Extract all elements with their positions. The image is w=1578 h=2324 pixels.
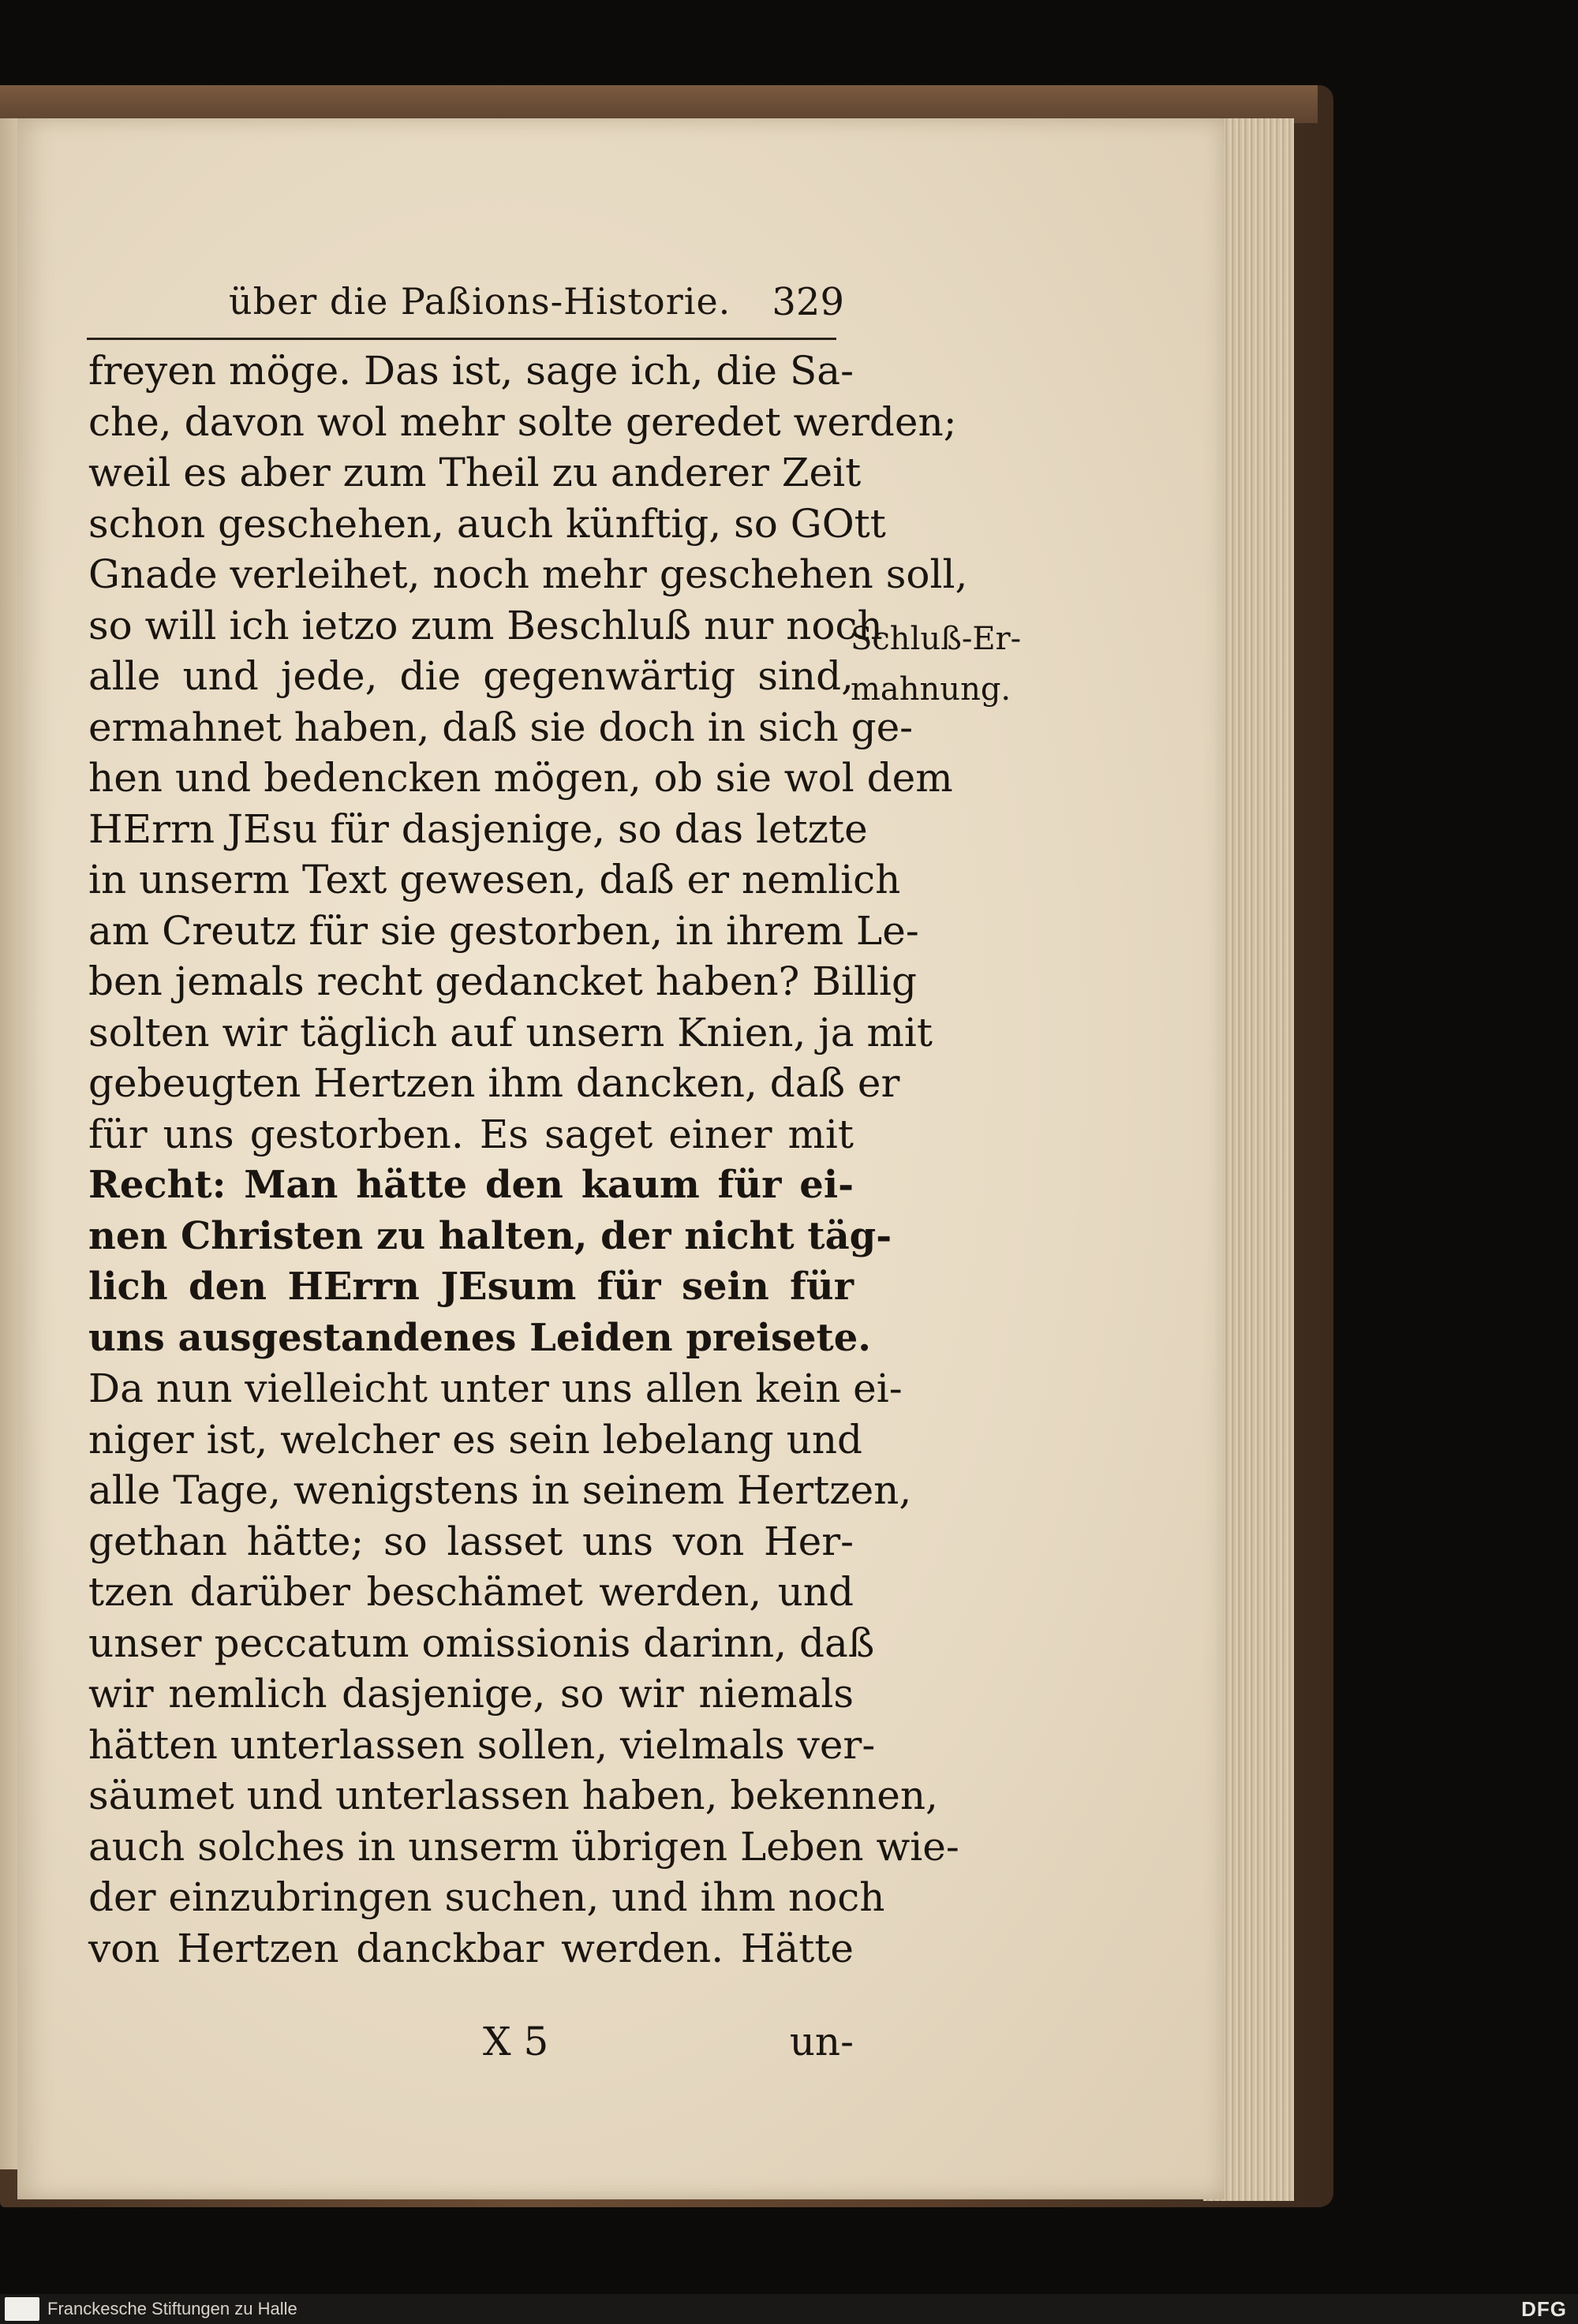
text-line: niger ist, welcher es sein lebelang und bbox=[88, 1416, 863, 1463]
text-line: freyen möge. Das ist, sage ich, die Sa- bbox=[88, 348, 854, 394]
text-line: wir nemlich dasjenige, so wir niemals bbox=[88, 1671, 854, 1717]
text-line: gethan hätte; so lasset uns von Her- bbox=[88, 1518, 854, 1564]
text-line: Gnade verleihet, noch mehr geschehen soll, bbox=[88, 551, 968, 597]
text-line: uns ausgestandenes Leiden preisete. bbox=[88, 1315, 871, 1360]
text-line: Recht: Man hätte den kaum für ei- bbox=[88, 1163, 854, 1207]
marginal-note-line: Schluß-Er- bbox=[851, 621, 1022, 657]
marginal-note-line: mahnung. bbox=[851, 671, 1011, 708]
text-line: che, davon wol mehr solte geredet werden; bbox=[88, 398, 957, 445]
text-line: der einzubringen suchen, und ihm noch bbox=[88, 1874, 885, 1920]
institution-credit: Franckesche Stiftungen zu Halle bbox=[47, 2299, 297, 2318]
text-line: säumet und unterlassen haben, bekennen, bbox=[88, 1773, 938, 1818]
text-line: gebeugten Hertzen ihm dancken, daß er bbox=[88, 1060, 900, 1106]
signature-mark: X 5 bbox=[483, 2019, 549, 2064]
text-line: tzen darüber beschämet werden, und bbox=[88, 1569, 854, 1615]
text-line: hen und bedencken mögen, ob sie wol dem bbox=[88, 755, 953, 801]
text-line: weil es aber zum Theil zu anderer Zeit bbox=[88, 450, 862, 495]
text-line: hätten unterlassen sollen, vielmals ver- bbox=[88, 1721, 876, 1768]
text-line: für uns gestorben. Es saget einer mit bbox=[88, 1111, 854, 1157]
page-footer bbox=[88, 2016, 854, 2067]
text-line: auch solches in unserm übrigen Leben wie- bbox=[88, 1823, 959, 1870]
text-line: solten wir täglich auf unsern Knien, ja mit bbox=[88, 1009, 933, 1056]
text-line: von Hertzen danckbar werden. Hätte bbox=[88, 1925, 854, 1971]
text-line: so will ich ietzo zum Beschluß nur noch bbox=[88, 602, 883, 648]
credit-bar bbox=[0, 2294, 1578, 2324]
catchword: un- bbox=[789, 2019, 854, 2064]
text-line: HErrn JEsu für dasjenige, so das letzte bbox=[88, 805, 868, 852]
text-line: am Creutz für sie gestorben, in ihrem Le- bbox=[88, 907, 919, 954]
text-line: alle und jede, die gegenwärtig sind, bbox=[88, 653, 854, 699]
marginal-note bbox=[851, 614, 1040, 715]
running-head bbox=[87, 280, 844, 335]
text-line: schon geschehen, auch künftig, so GOtt bbox=[88, 500, 886, 547]
text-line: lich den HErrn JEsum für sein für bbox=[88, 1265, 854, 1309]
funder-logo: DFG bbox=[1521, 2297, 1567, 2321]
text-line: alle Tage, wenigstens in seinem Hertzen, bbox=[88, 1467, 912, 1513]
institution-logo-icon bbox=[5, 2297, 39, 2321]
text-line: Da nun vielleicht unter uns allen kein ei- bbox=[88, 1366, 903, 1411]
running-head-title: über die Paßions-Historie. bbox=[229, 280, 731, 323]
text-line: ermahnet haben, daß sie doch in sich ge- bbox=[88, 704, 914, 750]
text-line: in unserm Text gewesen, daß er nemlich bbox=[88, 857, 901, 902]
text-line: nen Christen zu halten, der nicht täg- bbox=[88, 1213, 892, 1258]
page-number: 329 bbox=[772, 280, 844, 324]
text-line: ben jemals recht gedancket haben? Billig bbox=[88, 958, 917, 1004]
book-cover-top-edge bbox=[0, 85, 1318, 123]
text-line: unser peccatum omissionis darinn, daß bbox=[88, 1620, 875, 1666]
head-rule bbox=[87, 338, 836, 340]
